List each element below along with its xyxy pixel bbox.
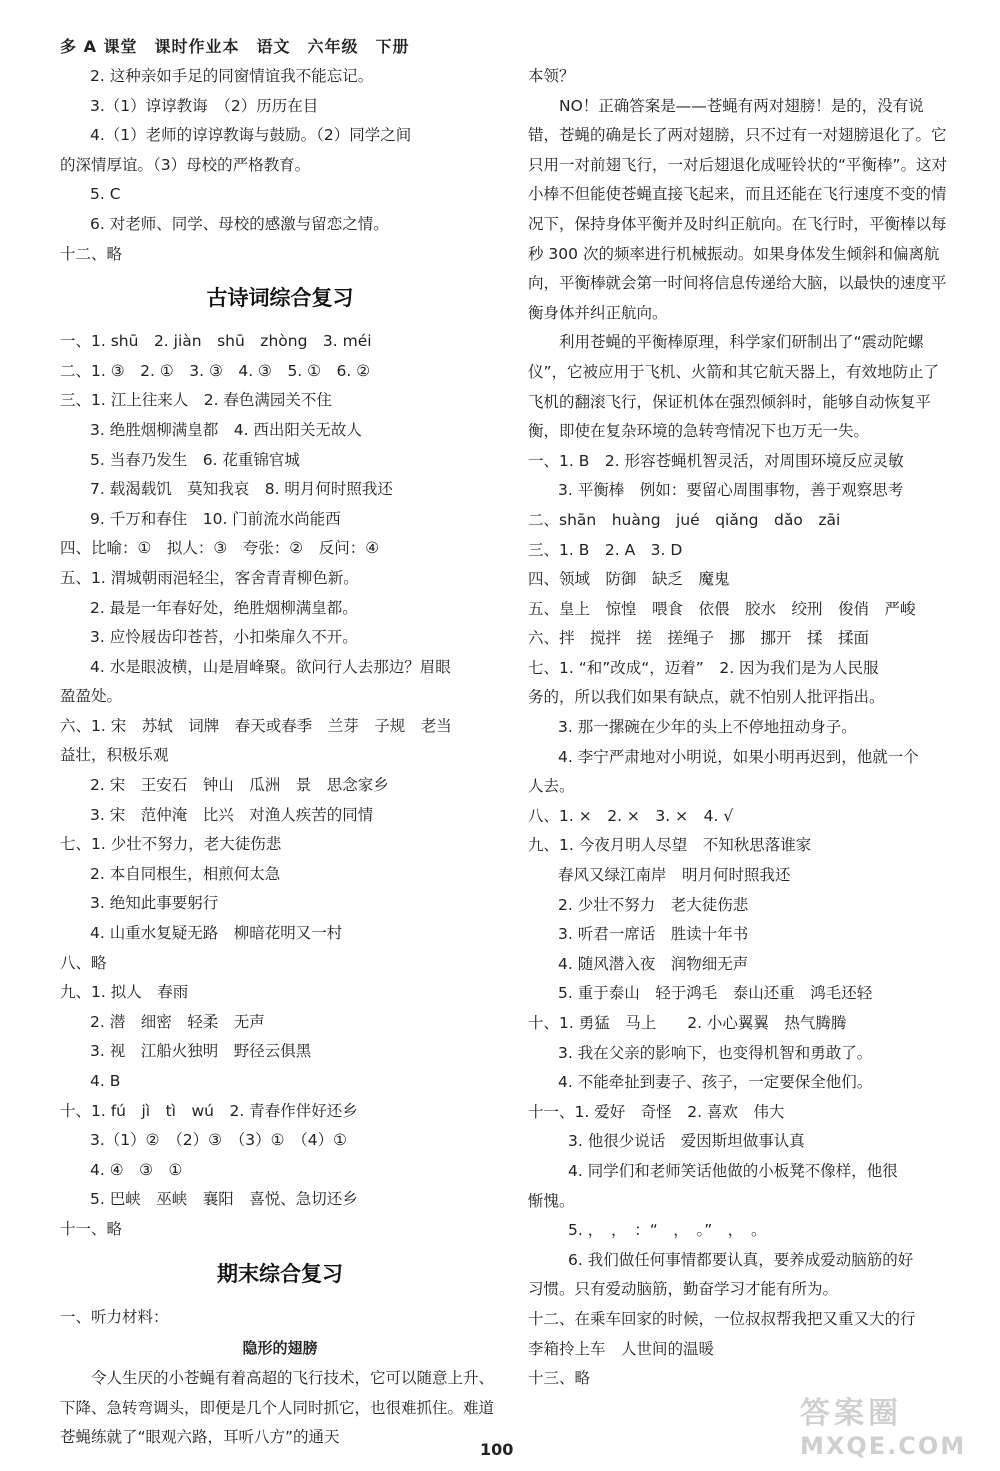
answer-line: 3. 听君一席话 胜读十年书 — [558, 925, 749, 944]
answer-line: 益壮，积极乐观 — [60, 746, 169, 765]
answer-line: 6. 对老师、同学、母校的感激与留恋之情。 — [90, 214, 389, 233]
watermark-url: MXQE.COM — [800, 1432, 967, 1460]
story-paragraph: 令人生厌的小苍蝇有着高超的飞行技术，它可以随意上升、下降、急转弯调头，即便是几个人同时抓它，也很难抓住。难道苍蝇练就了“眼观六路，耳听八方”的通天 — [60, 1369, 495, 1447]
answer-line: 3. 他很少说话 爱因斯坦做事认真 — [568, 1132, 805, 1151]
answer-line: 的深情厚谊。（3）母校的严格教育。 — [60, 155, 311, 174]
answer-line: 2. 宋 王安石 钟山 瓜洲 景 思念家乡 — [90, 776, 389, 795]
answer-line: 李箱拎上车 人世间的温暖 — [528, 1339, 715, 1358]
answer-line: 4. ④ ③ ① — [90, 1160, 183, 1179]
right-column — [528, 62, 948, 1394]
answer-line: 9. 千万和春住 10. 门前流水尚能西 — [90, 509, 341, 528]
answer-line: 3. 应怜屐齿印苍苔，小扣柴扉久不开。 — [90, 628, 358, 647]
answer-line: 十一、略 — [60, 1219, 123, 1238]
story-continuation: 本领？ — [528, 67, 575, 85]
answer-line: 二、1. ③ 2. ① 3. ③ 4. ③ 5. ① 6. ② — [60, 361, 371, 380]
section-title-ancient-poetry: 古诗词综合复习 — [206, 286, 354, 311]
answer-line: 4. 水是眼波横，山是眉峰聚。欲问行人去那边？眉眼 — [90, 657, 451, 676]
answer-line: 一、1. B 2. 形容苍蝇机智灵活，对周围环境反应灵敏 — [528, 451, 904, 470]
answer-line: 3. 视 江船火独明 野径云俱黑 — [90, 1042, 312, 1061]
answer-line: 4. 随风潜入夜 润物细无声 — [558, 954, 749, 973]
answer-line: 3. 平衡棒 例如：要留心周围事物，善于观察思考 — [558, 481, 904, 500]
answer-line: 2. 潜 细密 轻柔 无声 — [90, 1012, 265, 1031]
answer-line: 务的，所以我们如果有缺点，就不怕别人批评指出。 — [528, 688, 885, 707]
answer-line: 十、1. fú jì tì wú 2. 青春作伴好还乡 — [60, 1101, 358, 1120]
answer-line: 六、拌 搅拌 搓 搓绳子 挪 挪开 揉 揉面 — [528, 629, 870, 648]
answer-line: 4. 同学们和老师笑话他做的小板凳不像样，他很 — [568, 1161, 898, 1180]
answer-line: 六、1. 宋 苏轼 词牌 春天或春季 兰芽 子规 老当 — [60, 716, 452, 735]
watermark-text: 答案圈 — [800, 1396, 902, 1431]
answer-line: 人去。 — [528, 777, 575, 796]
answer-line: 十、1. 勇猛 马上 2. 小心翼翼 热气腾腾 — [528, 1014, 847, 1032]
answer-line: 四、领域 防御 缺乏 魔鬼 — [528, 570, 730, 589]
answer-line: 十三、略 — [528, 1369, 591, 1388]
story-title: 隐形的翅膀 — [242, 1339, 318, 1358]
answer-line: 3. 宋 范仲淹 比兴 对渔人疾苦的同情 — [90, 805, 374, 824]
answer-line: 2. 少壮不努力 老大徒伤悲 — [558, 895, 749, 914]
answer-line: 盈盈处。 — [60, 687, 123, 706]
answer-line: 4. 李宁严肃地对小明说，如果小明再迟到，他就一个 — [558, 747, 919, 766]
answer-line: 4. 山重水复疑无路 柳暗花明又一村 — [90, 924, 343, 943]
answer-line: 一、听力材料： — [60, 1307, 169, 1326]
answer-line: 十一、1. 爱好 奇怪 2. 喜欢 伟大 — [528, 1102, 785, 1121]
answer-line: 3. 那一摞碗在少年的头上不停地扭动身子。 — [558, 718, 857, 737]
answer-line: 2. 最是一年春好处，绝胜烟柳满皇都。 — [90, 598, 358, 617]
answer-line: 四、比喻：① 拟人：③ 夸张：② 反问：④ — [60, 539, 380, 558]
answer-line: 7. 载渴载饥 莫知我哀 8. 明月何时照我还 — [90, 480, 393, 499]
page-number: 100 — [480, 1440, 514, 1459]
answer-line: 5. 巴峡 巫峡 襄阳 喜悦、急切还乡 — [90, 1190, 358, 1209]
answer-line: 八、1. × 2. × 3. × 4. √ — [528, 806, 734, 825]
section-title-final-review: 期末综合复习 — [217, 1261, 343, 1286]
answer-line: 3. 绝知此事要躬行 — [90, 894, 219, 913]
answer-line: 八、略 — [60, 953, 107, 972]
answer-line: 七、1. “和”改成“，迈着” 2. 因为我们是为人民服 — [528, 658, 879, 677]
answer-line: 6. 我们做任何事情都要认真，要养成爱动脑筋的好 — [568, 1250, 914, 1269]
answer-line: 习惯。只有爱动脑筋，勤奋学习才能有所为。 — [528, 1280, 839, 1299]
answer-line: 2. 这种亲如手足的同窗情谊我不能忘记。 — [90, 67, 374, 85]
answer-line: 3.（1）谆谆教诲 （2）历历在目 — [90, 96, 319, 115]
answer-line: 5. C — [90, 185, 121, 204]
answer-line: 七、1. 少壮不努力，老大徒伤悲 — [60, 835, 282, 854]
answer-line: 二、shān huàng jué qiǎng dǎo zāi — [528, 510, 841, 529]
answer-line: 春风又绿江南岸 明月何时照我还 — [558, 866, 791, 885]
answer-line: 4. B — [90, 1072, 121, 1090]
answer-line: 十二、略 — [60, 244, 123, 263]
answer-line: 2. 本自同根生，相煎何太急 — [90, 864, 281, 883]
left-column — [60, 62, 500, 1453]
answer-line: 惭愧。 — [528, 1191, 575, 1210]
answer-line: 五、皇上 惊惶 喂食 依偎 胶水 绞刑 俊俏 严峻 — [528, 599, 916, 618]
answer-line: 九、1. 拟人 春雨 — [60, 983, 189, 1002]
answer-line: 五、1. 渭城朝雨浥轻尘，客舍青青柳色新。 — [60, 568, 359, 587]
story-paragraph: 利用苍蝇的平衡棒原理，科学家们研制出了“震动陀螺仪”，它被应用于飞机、火箭和其它航天器上，有效地防止了飞机的翻滚飞行，保证机体在强烈倾斜时，能够自动恢复平衡，即使在复杂环境的急转弯情况下也万无一失。 — [528, 333, 940, 441]
answer-line: 三、1. B 2. A 3. D — [528, 540, 683, 559]
watermark-logo — [800, 1388, 990, 1458]
page-header: 多 A 课堂 课时作业本 语文 六年级 下册 — [60, 37, 410, 56]
answer-line: 3. 绝胜烟柳满皇都 4. 西出阳关无故人 — [90, 420, 362, 439]
answer-line: 5. ， ， ：“ ， 。” ， 。 — [568, 1221, 767, 1240]
answer-line: 十二、在乘车回家的时候，一位叔叔帮我把又重又大的行 — [528, 1309, 916, 1328]
answer-line: 5. 当春乃发生 6. 花重锦官城 — [90, 450, 300, 469]
answer-line: 3. 我在父亲的影响下，也变得机智和勇敢了。 — [558, 1043, 873, 1062]
answer-line: 4. 不能牵扯到妻子、孩子，一定要保全他们。 — [558, 1073, 873, 1092]
answer-line: 4.（1）老师的谆谆教诲与鼓励。（2）同学之间 — [90, 126, 412, 145]
answer-line: 三、1. 江上往来人 2. 春色满园关不住 — [60, 391, 332, 410]
answer-line: 一、1. shū 2. jiàn shū zhòng 3. méi — [60, 332, 372, 351]
answer-line: 九、1. 今夜月明人尽望 不知秋思落谁家 — [528, 836, 812, 855]
story-paragraph: NO！正确答案是——苍蝇有两对翅膀！是的，没有说错，苍蝇的确是长了两对翅膀，只不过有一对翅膀退化了。它只用一对前翅飞行，一对后翅退化成哑铃状的“平衡棒”。这对小棒不但能使苍蝇直接飞起来，而且还能在飞行速度不变的情况下，保持身体平衡并及时纠正航向。在飞行时，平衡棒以每秒 300 次的频率进行机械振动。如果身体发生倾斜和偏离航向，平衡棒就会第一时间将信息传递给大脑，以最快的速度平衡身体并纠正航向。 — [528, 96, 948, 322]
answer-line: 5. 重于泰山 轻于鸿毛 泰山还重 鸿毛还轻 — [558, 984, 873, 1003]
answer-line: 3.（1）② （2）③ （3）① （4）① — [90, 1131, 348, 1150]
